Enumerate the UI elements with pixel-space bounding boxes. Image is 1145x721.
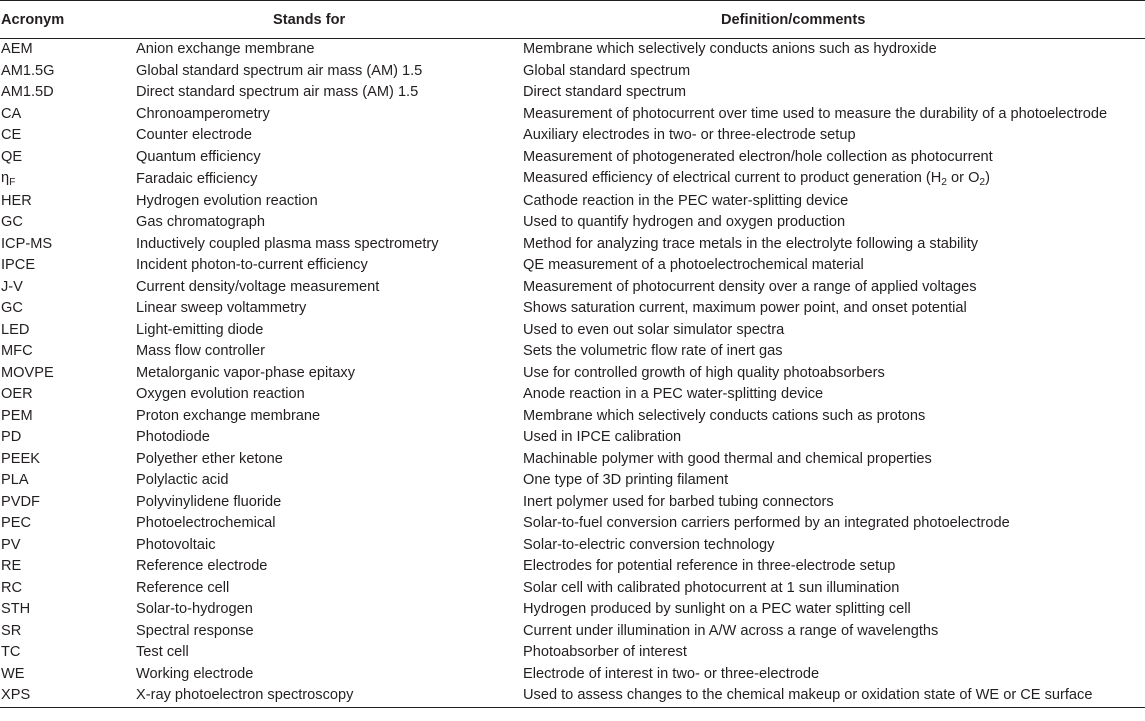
cell-definition: Used in IPCE calibration — [523, 429, 682, 445]
cell-stands-for: Solar-to-hydrogen — [136, 601, 253, 617]
cell-definition: Electrodes for potential reference in three-electrode setup — [523, 558, 896, 574]
cell-acronym: GC — [1, 300, 23, 316]
table-row — [0, 212, 1145, 234]
cell-stands-for: Light-emitting diode — [136, 321, 264, 338]
table-row — [0, 556, 1145, 578]
cell-acronym: CA — [1, 105, 22, 122]
cell-definition: Machinable polymer with good thermal and chemical properties — [523, 450, 932, 467]
table-row — [0, 470, 1145, 492]
cell-acronym: CE — [1, 127, 22, 143]
cell-stands-for: Oxygen evolution reaction — [136, 386, 305, 402]
header-stands-for: Stands for — [136, 1, 523, 39]
cell-acronym: OER — [1, 386, 33, 402]
cell-stands-for: Hydrogen evolution reaction — [136, 192, 318, 209]
cell-stands-for: Counter electrode — [136, 127, 253, 143]
cell-stands-for: Linear sweep voltammetry — [136, 300, 307, 316]
cell-acronym: SR — [1, 622, 22, 639]
cell-acronym: AEM — [1, 41, 33, 57]
cell-stands-for: Gas chromatograph — [136, 214, 265, 230]
table-row — [0, 320, 1145, 342]
cell-definition: Direct standard spectrum — [523, 84, 687, 100]
cell-stands-for: Polyether ether ketone — [136, 450, 283, 467]
header-row — [0, 1, 1145, 39]
cell-acronym: HER — [1, 192, 32, 209]
table-row — [0, 82, 1145, 104]
cell-acronym: $\eta_F$ — [1, 170, 16, 189]
cell-acronym: WE — [1, 665, 25, 682]
cell-definition: Current under illumination in A/W across a range of wavelengths — [523, 622, 939, 639]
cell-definition: Use for controlled growth of high quality photoabsorbers — [523, 364, 885, 381]
table-row — [0, 664, 1145, 686]
cell-stands-for: Chronoamperometry — [136, 105, 270, 122]
cell-definition: Solar cell with calibrated photocurrent at 1 sun illumination — [523, 579, 900, 596]
table-body — [0, 39, 1145, 708]
cell-acronym: RE — [1, 558, 22, 574]
table-row — [0, 234, 1145, 256]
cell-definition: Measured efficiency of electrical current to product generation ($H_2$ or $O_2$) — [523, 170, 990, 189]
header-acronym: Acronym — [0, 1, 136, 39]
cell-definition: Membrane which selectively conducts anions such as hydroxide — [523, 41, 937, 57]
cell-definition: One type of 3D printing filament — [523, 472, 729, 488]
table-row — [0, 125, 1145, 147]
table-row — [0, 621, 1145, 643]
cell-definition: Photoabsorber of interest — [523, 644, 687, 660]
cell-acronym: PEC — [1, 515, 32, 531]
table-row — [0, 104, 1145, 126]
cell-definition: Solar-to-electric conversion technology — [523, 536, 775, 553]
cell-definition: Global standard spectrum — [523, 62, 691, 79]
cell-stands-for: Polyvinylidene fluoride — [136, 493, 282, 510]
cell-acronym: AM1.5D — [1, 84, 54, 100]
table-row — [0, 406, 1145, 428]
cell-acronym: PVDF — [1, 493, 40, 510]
cell-definition: Measurement of photogenerated electron/hole collection as photocurrent — [523, 148, 993, 165]
cell-definition: Shows saturation current, maximum power point, and onset potential — [523, 300, 967, 316]
table-row — [0, 341, 1145, 363]
cell-stands-for: Proton exchange membrane — [136, 407, 321, 424]
cell-stands-for: Metalorganic vapor-phase epitaxy — [136, 364, 356, 381]
cell-acronym: ICP-MS — [1, 235, 53, 252]
cell-definition: Measurement of photocurrent over time used to measure the durability of a photoelectrode — [523, 105, 1108, 122]
cell-definition: Sets the volumetric flow rate of inert gas — [523, 343, 783, 359]
header-definition: Definition/comments — [523, 1, 1145, 39]
cell-definition: Membrane which selectively conducts cations such as protons — [523, 407, 926, 424]
cell-stands-for: Working electrode — [136, 665, 254, 682]
cell-acronym: XPS — [0, 685, 136, 707]
table-row — [0, 298, 1145, 320]
table-row — [0, 147, 1145, 169]
cell-stands-for: Faradaic efficiency — [136, 170, 258, 187]
cell-acronym: J-V — [1, 278, 23, 295]
table-row — [0, 255, 1145, 277]
cell-acronym: AM1.5G — [1, 62, 55, 79]
cell-stands-for: Incident photon-to-current efficiency — [136, 257, 368, 273]
cell-acronym: GC — [1, 214, 23, 230]
table-row — [0, 642, 1145, 664]
cell-definition: Inert polymer used for barbed tubing connectors — [523, 493, 834, 510]
cell-stands-for: Spectral response — [136, 622, 254, 639]
cell-acronym: LED — [1, 321, 30, 338]
cell-stands-for: Direct standard spectrum air mass (AM) 1.5 — [136, 84, 419, 100]
cell-stands-for: Current density/voltage measurement — [136, 278, 380, 295]
cell-acronym: PV — [1, 536, 21, 553]
cell-acronym: RC — [1, 579, 23, 596]
table-row — [0, 168, 1145, 191]
table-row — [0, 599, 1145, 621]
table-row — [0, 363, 1145, 385]
cell-stands-for: Anion exchange membrane — [136, 41, 315, 57]
table-row — [0, 277, 1145, 299]
cell-definition: Used to quantify hydrogen and oxygen production — [523, 214, 846, 230]
cell-stands-for: Quantum efficiency — [136, 148, 261, 165]
cell-definition: Anode reaction in a PEC water-splitting device — [523, 386, 824, 402]
cell-stands-for: Polylactic acid — [136, 472, 229, 488]
cell-acronym: STH — [1, 601, 31, 617]
cell-stands-for: Photodiode — [136, 429, 210, 445]
cell-definition: QE measurement of a photoelectrochemical material — [523, 257, 864, 273]
table-row — [0, 578, 1145, 600]
cell-acronym: QE — [1, 148, 23, 165]
cell-stands-for: Global standard spectrum air mass (AM) 1.5 — [136, 62, 423, 79]
cell-acronym: PEM — [1, 407, 33, 424]
cell-definition: Measurement of photocurrent density over a range of applied voltages — [523, 278, 977, 295]
table-row — [0, 384, 1145, 406]
table-row — [0, 535, 1145, 557]
table-row — [0, 427, 1145, 449]
table-row — [0, 61, 1145, 83]
cell-stands-for: X-ray photoelectron spectroscopy — [136, 685, 523, 707]
cell-definition: Electrode of interest in two- or three-electrode — [523, 665, 820, 682]
cell-stands-for: Mass flow controller — [136, 343, 265, 359]
cell-definition: Used to even out solar simulator spectra — [523, 321, 785, 338]
cell-acronym: TC — [1, 644, 21, 660]
cell-definition: Cathode reaction in the PEC water-splitting device — [523, 192, 849, 209]
cell-acronym: PLA — [1, 472, 29, 488]
table-header — [0, 1, 1145, 39]
table-row — [0, 513, 1145, 535]
cell-stands-for: Reference electrode — [136, 558, 268, 574]
cell-stands-for: Reference cell — [136, 579, 230, 596]
cell-definition: Used to assess changes to the chemical makeup or oxidation state of WE or CE surface — [523, 685, 1145, 707]
table-row — [0, 191, 1145, 213]
cell-definition: Method for analyzing trace metals in the electrolyte following a stability — [523, 235, 979, 252]
table-row — [0, 492, 1145, 514]
cell-definition: Solar-to-fuel conversion carriers performed by an integrated photoelectrode — [523, 515, 1010, 531]
cell-acronym: IPCE — [1, 257, 36, 273]
table-row — [0, 685, 1145, 707]
cell-definition: Hydrogen produced by sunlight on a PEC water splitting cell — [523, 601, 911, 617]
table-row — [0, 449, 1145, 471]
cell-stands-for: Photoelectrochemical — [136, 515, 276, 531]
cell-acronym: PEEK — [1, 450, 40, 467]
table-row — [0, 39, 1145, 61]
cell-acronym: MFC — [1, 343, 33, 359]
cell-stands-for: Inductively coupled plasma mass spectrometry — [136, 235, 439, 252]
cell-stands-for: Photovoltaic — [136, 536, 216, 553]
cell-acronym: PD — [1, 429, 22, 445]
cell-acronym: MOVPE — [1, 364, 54, 381]
cell-stands-for: Test cell — [136, 644, 189, 660]
cell-definition: Auxiliary electrodes in two- or three-electrode setup — [523, 127, 856, 143]
